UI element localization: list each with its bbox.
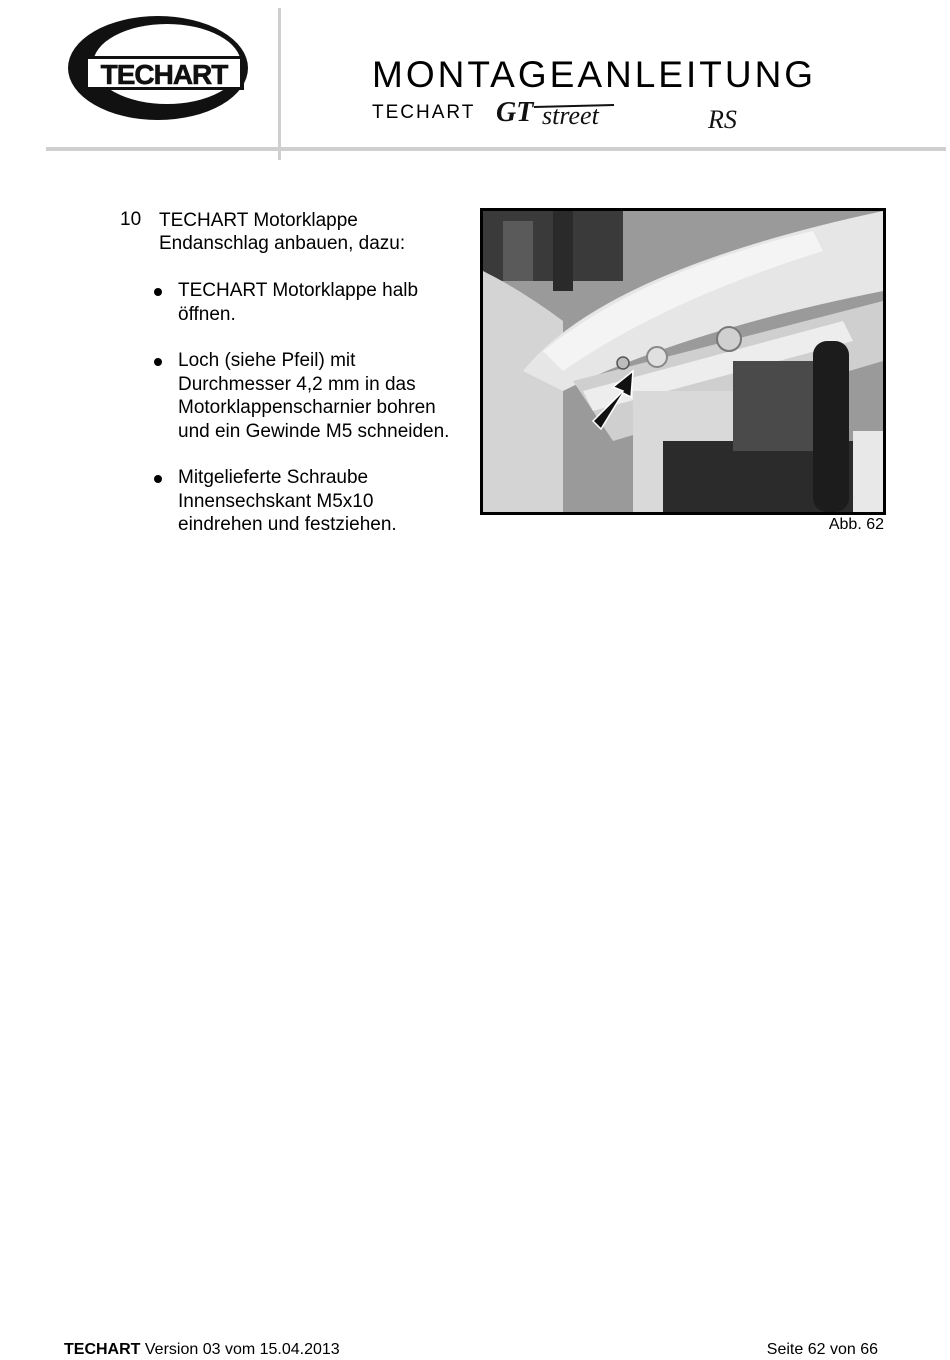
- svg-text:street: street: [542, 101, 599, 130]
- gt-street-rs-logo: [494, 97, 774, 135]
- list-item: [150, 466, 470, 537]
- bullet-icon: [154, 358, 162, 366]
- instruction-list: [150, 279, 470, 560]
- figure-caption: Abb. 62: [828, 516, 884, 533]
- svg-text:TECHART: TECHART: [100, 59, 228, 90]
- list-item-text: Mitgelieferte Schraube Innensechskant M5x10 eindrehen und festziehen.: [178, 467, 397, 535]
- brand-name: TECHART: [372, 102, 476, 123]
- footer-page-number: Seite 62 von 66: [766, 1341, 878, 1358]
- svg-text:GT: GT: [496, 97, 534, 128]
- bullet-icon: [154, 475, 162, 483]
- svg-text:RS: RS: [708, 105, 737, 134]
- footer-version: [64, 1341, 340, 1359]
- hinge-photo-illustration: [483, 211, 883, 512]
- list-item: [150, 279, 470, 326]
- list-item-text: TECHART Motorklappe halb öffnen.: [178, 280, 419, 325]
- figure-photo: [480, 208, 886, 515]
- header-divider-horizontal: [46, 147, 946, 151]
- footer-company: TECHART: [64, 1341, 141, 1358]
- techart-logo: [66, 14, 250, 122]
- header-divider-vertical: [278, 8, 281, 160]
- list-item: [150, 349, 470, 443]
- list-item-text: Loch (siehe Pfeil) mit Durchmesser 4,2 mm in das Motorklappenscharnier bohren und ein Gewinde M5 schneiden.: [178, 350, 450, 442]
- footer-version-text: Version 03 vom 15.04.2013: [140, 1341, 340, 1358]
- step-number: 10: [120, 209, 142, 230]
- bullet-icon: [154, 288, 162, 296]
- step-title: TECHART Motorklappe Endanschlag anbauen, dazu:: [159, 210, 406, 254]
- document-title: MONTAGEANLEITUNG: [372, 54, 817, 95]
